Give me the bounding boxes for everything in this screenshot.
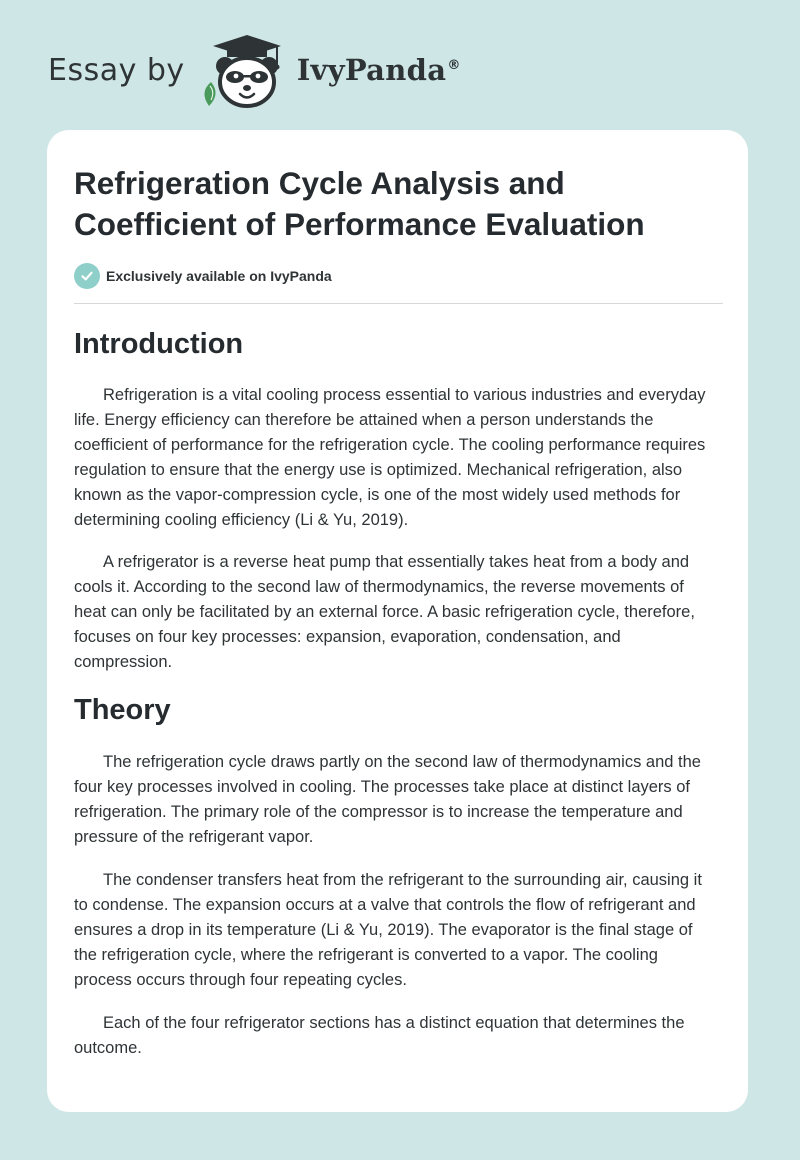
registered-mark: ® <box>447 58 461 74</box>
section-heading-introduction: Introduction <box>74 328 244 360</box>
site-header <box>48 30 461 110</box>
brand-name-text: IvyPanda <box>296 53 447 87</box>
essay-body <box>74 322 718 1061</box>
essay-title: Refrigeration Cycle Analysis and Coefficient of Performance Evaluation <box>74 165 645 242</box>
paragraph: Each of the four refrigerator sections has a distinct equation that determines the outcome. <box>74 1014 685 1057</box>
panda-logo-icon[interactable] <box>199 30 291 110</box>
essay-card <box>47 130 748 1112</box>
section-heading-theory: Theory <box>74 694 171 726</box>
paragraph: Refrigeration is a vital cooling process essential to various industries and everyday life. Energy efficiency can therefore be attained when a person understands the coefficient of performance for the refrigeration cycle. The cooling performance requires regulation to ensure that the energy use is optimized. Mechanical refrigeration, also known as the vapor-compression cycle, is one of the most widely used methods for determining cooling efficiency (Li & Yu, 2019). <box>74 386 706 529</box>
exclusive-badge <box>74 263 332 289</box>
paragraph: The refrigeration cycle draws partly on the second law of thermodynamics and the four key processes involved in cooling. The processes take place at distinct layers of refrigeration. The primary role of the compressor is to increase the temperature and pressure of the refrigerant vapor. <box>74 753 701 846</box>
essay-by-label: Essay by <box>48 52 185 88</box>
check-circle-icon <box>74 263 100 289</box>
paragraph: A refrigerator is a reverse heat pump that essentially takes heat from a body and cools it. According to the second law of thermodynamics, the reverse movements of heat can only be facilitated by an external force. A basic refrigeration cycle, therefore, focuses on four key processes: expansion, evaporation, condensation, and compression. <box>74 553 695 671</box>
title-divider <box>74 303 723 304</box>
brand-name <box>297 53 461 87</box>
exclusive-label: Exclusively available on IvyPanda <box>106 268 332 284</box>
paragraph: The condenser transfers heat from the refrigerant to the surrounding air, causing it to condense. The expansion occurs at a valve that controls the flow of refrigerant and ensures a drop in its temperature (Li & Yu, 2019). The evaporator is the final stage of the refrigeration cycle, where the refrigerant is converted to a vapor. The cooling process occurs through four repeating cycles. <box>74 871 702 989</box>
